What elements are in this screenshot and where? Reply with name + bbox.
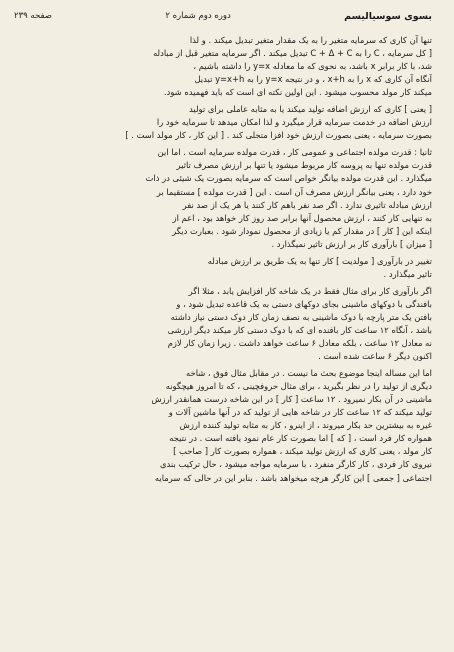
paragraph <box>12 146 432 250</box>
paragraph <box>12 367 432 484</box>
paragraph <box>12 103 432 142</box>
text-line: اجتماعی [ جمعی ] این کارگر هرچه میخواهد باشد . بنابر این در حالی که سرمایه <box>154 472 432 483</box>
text-line: آنگاه آن کاری که x را به x+h ، و در نتیجه y=x را به y=x+h تبدیل <box>194 74 432 85</box>
text-line: بافتن یک متر پارچه با دوک ماشینی به نصف زمان کار دوک دستی نیاز داشته <box>170 311 432 322</box>
text-line: [ کل سرمایه ، C را به C + Δ + C تبدیل میکند . اگر سرمایه متغیر قبل از مبادله <box>153 48 432 59</box>
text-line: باشد ، آنگاه ۱۲ ساعت کار بافنده ای که با دوک دستی کار میکند دیگر ارزشی <box>167 324 432 335</box>
text-line: میکند کار مولد محسوب میشود . این اولین نکته ای است که باید فهمیده شود. <box>163 87 432 98</box>
text-line: ماشینی در آن بکار نمیرود . ۱۲ ساعت [ کار ] در این شاخه درست همانقدر ارزش <box>151 394 432 405</box>
text-line: کار مولد ، یعنی کاری که ارزش تولید میکند ، همواره بصورت کار [ صاحب ] <box>173 446 432 457</box>
text-line: تغییر در بارآوری [ مولدیت ] کار تنها به یک طریق بر ارزش مبادله <box>207 255 432 266</box>
text-line: نیروی کار فردی ، کار کارگر منفرد ، با سرمایه مواجه میشود ، حال ترکیب بندی <box>159 459 432 470</box>
text-line: اکنون دیگر ۶ ساعت شده است . <box>318 351 432 362</box>
text-line: [ میزان ] بارآوری کار بر ارزش تاثیر نمیگذارد . <box>271 238 432 249</box>
text-line: همواره کار فرد است ، [ که ] اما بصورت کار عام نمود یافته است . در نتیجه <box>169 433 432 444</box>
text-line: شد، با کار برابر x باشد، به نحوی که ما معادله y=x را داشته باشیم ، <box>193 61 432 72</box>
page-number: صفحه ۲۳۹ <box>14 11 52 21</box>
issue-info: دوره دوم شماره ۲ <box>165 11 231 21</box>
article-body <box>12 34 432 648</box>
text-line: اگر بارآوری کار برای مثال فقط در یک شاخه کار افزایش یابد ، مثلا اگر <box>188 285 432 296</box>
text-line: [ یعنی ] کاری که ارزش اضافه تولید میکند یا به مثابه عاملی برای تولید <box>189 104 432 115</box>
page-header <box>14 8 432 24</box>
text-line: میگذارد . این قدرت مولده بیانگر خواص است که سرمایه بصورت یک شیئی در ذات <box>145 173 432 184</box>
journal-title: بسوی سوسیالیسم <box>344 10 432 22</box>
text-line: تاثیر میگذارد . <box>383 268 432 279</box>
text-line: به تنهایی کار کنند ، ارزش محصول آنها برابر صد روز کار خواهد بود ، اعم از <box>172 212 432 223</box>
paragraph <box>12 285 432 363</box>
text-line: قدرت مولده تنها به پروسه کار مربوط میشود یا تنها بر ارزش مصرف تاثیر <box>176 160 432 171</box>
text-line: نه معادل ۱۲ ساعت ، بلکه معادل ۶ ساعت خواهد داشت . زیرا زمان کار لازم <box>167 338 432 349</box>
paragraph <box>12 255 432 281</box>
text-line: تولید میکند که ۱۲ ساعت کار در شاخه هایی از تولید که در آنها ماشین آلات و <box>168 407 432 418</box>
text-line: اما این مساله اینجا موضوع بحث ما نیست . در مقابل مثال فوق ، شاخه <box>186 368 432 379</box>
text-line: ارزش مبادله تاثیری ندارد . اگر صد نفر باهم کار کنند یا هر یک از صد نفر <box>182 199 432 210</box>
text-line: ثانیا : قدرت مولده اجتماعی و عمومی کار ، قدرت مولده سرمایه است . اما این <box>157 147 432 158</box>
text-line: بصورت سرمایه ، یعنی بصورت ارزش خود افزا متجلی کند . [ این کار ، کار مولد است . ] <box>125 130 432 141</box>
paragraph <box>12 34 432 99</box>
text-line: غیره به بیشترین حد بکار میروند ، از اینرو ، کار به مثابه تولید کننده ارزش <box>179 420 432 431</box>
text-line: خود دارد ، یعنی بیانگر ارزش مصرف آن است . این [ قدرت مولده ] مستقیما بر <box>156 186 432 197</box>
text-line: دیگری از تولید را در نظر بگیرید ، برای مثال حروفچینی ، که تا امروز هیچگونه <box>165 381 432 392</box>
text-line: اینکه این [ کار ] در مقدار کم یا زیادی از محصول نمودار شود . بعبارت دیگر <box>172 225 432 236</box>
text-line: بافندگی با دوکهای ماشینی بجای دوکهای دستی به یک قاعده تبدیل شود ، و <box>176 298 432 309</box>
text-line: تنها آن کاری که سرمایه متغیر را به یک مقدار متغیر تبدیل میکند . و لذا <box>189 35 432 45</box>
text-line: ارزش اضافه در خدمت سرمایه قرار میگیرد و لذا امکان میدهد تا سرمایه خود را <box>156 117 432 128</box>
